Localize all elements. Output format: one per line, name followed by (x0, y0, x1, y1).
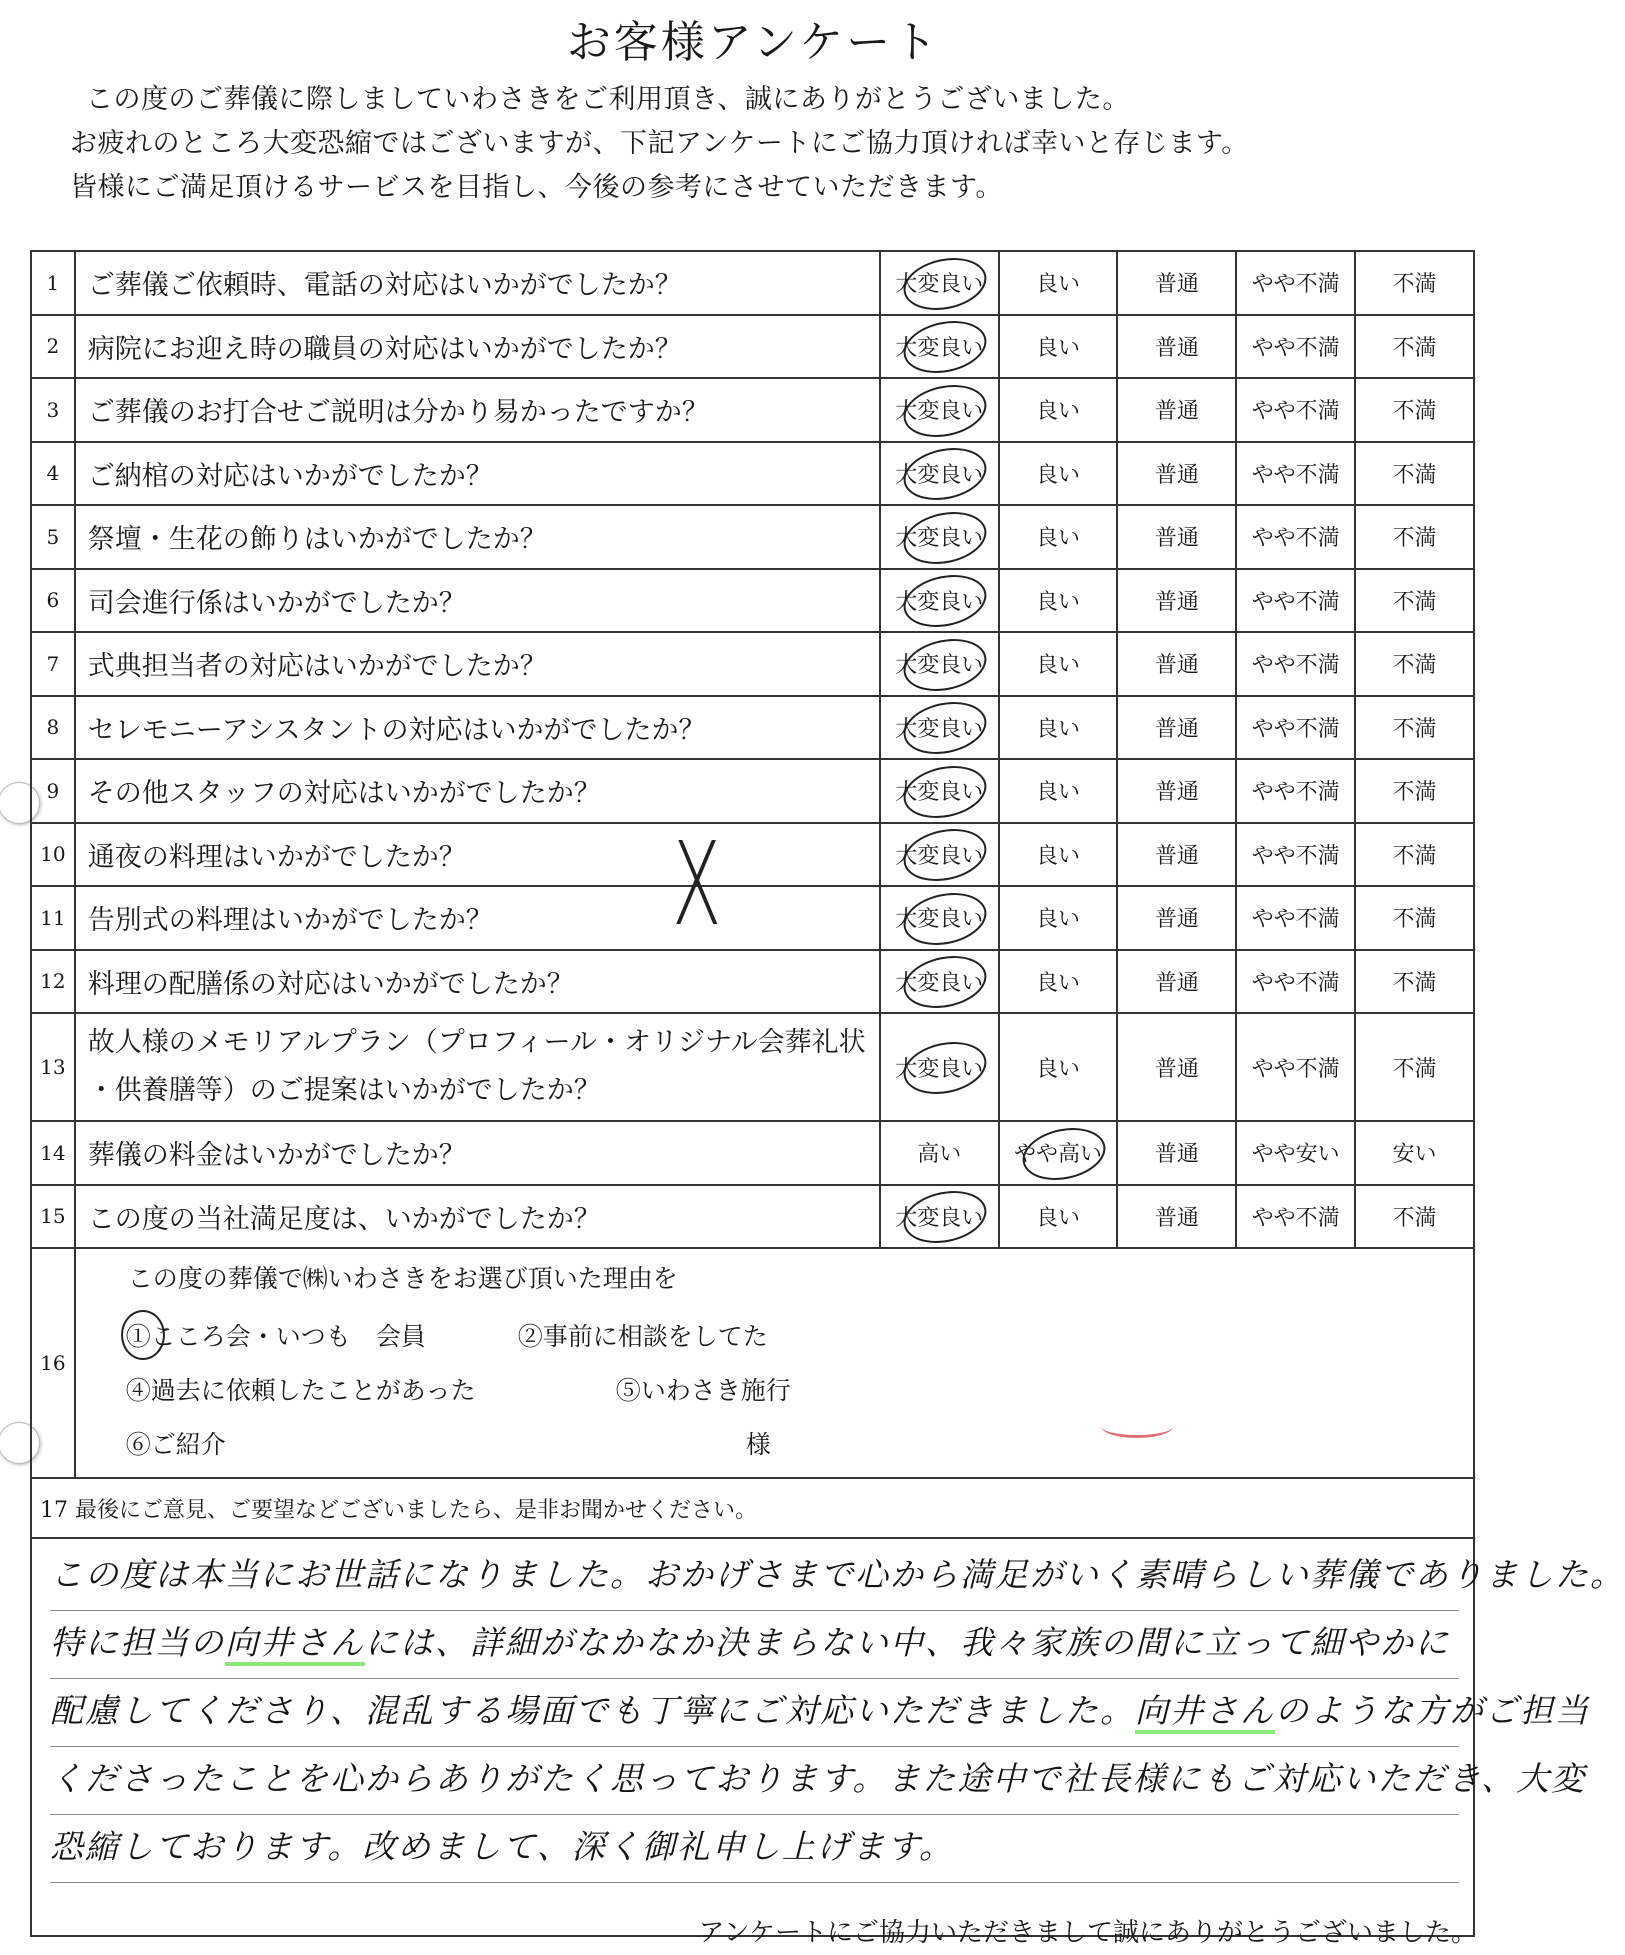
rating-option[interactable] (880, 759, 999, 823)
reason-heading: この度の葬儀で㈱いわさきをお選び頂いた理由を (127, 1264, 678, 1293)
rating-option[interactable] (999, 759, 1118, 823)
rating-label: 不満 (1392, 1056, 1437, 1082)
question-row (31, 950, 1474, 1014)
rating-option[interactable] (1117, 1185, 1236, 1249)
rating-option[interactable] (880, 632, 999, 696)
rating-option[interactable] (880, 442, 999, 506)
rating-option[interactable] (1355, 251, 1474, 315)
rating-option[interactable] (1355, 1013, 1474, 1121)
rating-option[interactable] (880, 569, 999, 633)
question-number: 15 (31, 1185, 75, 1249)
reason-suffix: 様 (745, 1430, 771, 1459)
rating-label: 不満 (1392, 272, 1437, 298)
question-row (31, 632, 1474, 696)
question-number: 8 (31, 696, 75, 760)
rating-option[interactable] (880, 1121, 999, 1185)
question-row (31, 886, 1474, 950)
rating-option[interactable] (999, 251, 1118, 315)
rating-label: 普通 (1154, 1056, 1199, 1082)
question-number: 4 (31, 442, 75, 506)
rating-option[interactable] (1117, 823, 1236, 887)
survey-table (30, 250, 1625, 1937)
rating-option[interactable] (1236, 442, 1355, 506)
rating-label: 不満 (1392, 526, 1437, 552)
rating-label: 普通 (1154, 399, 1199, 425)
rating-option[interactable] (1236, 759, 1355, 823)
rating-label: やや不満 (1251, 907, 1340, 933)
rating-option[interactable] (1117, 1013, 1236, 1121)
rating-option[interactable] (1355, 1121, 1474, 1185)
question-number: 12 (31, 950, 75, 1014)
rating-option[interactable] (1355, 505, 1474, 569)
rating-label: 良い (1036, 970, 1081, 996)
question-text-line: ・供養膳等）のご提案はいかがでしたか？ (87, 1075, 601, 1106)
rating-label: やや不満 (1251, 1056, 1340, 1082)
final-question: 17 最後にご意見、ご要望などございましたら、是非お聞かせください。 (31, 1478, 1474, 1538)
rating-option[interactable] (999, 378, 1118, 442)
rating-option[interactable] (1117, 1121, 1236, 1185)
rating-option[interactable] (1236, 1121, 1355, 1185)
rating-option[interactable] (1236, 569, 1355, 633)
rating-option[interactable] (1117, 759, 1236, 823)
rating-label: 良い (1036, 589, 1081, 615)
rating-label: 不満 (1392, 843, 1437, 869)
highlighted-name: 向井さん (225, 1623, 365, 1666)
rating-option[interactable] (1355, 1185, 1474, 1249)
rating-option[interactable] (1355, 378, 1474, 442)
rating-label: 普通 (1154, 335, 1199, 361)
rating-label: 普通 (1154, 1142, 1199, 1168)
rating-label: 大変良い (895, 589, 984, 615)
rating-label: やや不満 (1251, 843, 1340, 869)
question-number: 7 (31, 632, 75, 696)
rating-option[interactable] (999, 886, 1118, 950)
comment-area[interactable] (31, 1538, 1625, 1936)
question-number: 5 (31, 505, 75, 569)
rating-label: 大変良い (895, 653, 984, 679)
question-number: 10 (31, 823, 75, 887)
rating-label: 大変良い (895, 1205, 984, 1231)
rating-option[interactable] (880, 886, 999, 950)
rating-label: やや不満 (1251, 780, 1340, 806)
rating-label: 良い (1036, 716, 1081, 742)
rating-option[interactable] (999, 505, 1118, 569)
question-number: 14 (31, 1121, 75, 1185)
rating-label: 普通 (1154, 653, 1199, 679)
question-row (31, 569, 1474, 633)
rating-label: 良い (1036, 335, 1081, 361)
rating-label: 普通 (1154, 780, 1199, 806)
rating-option[interactable] (1117, 886, 1236, 950)
cross-mark: X (672, 816, 722, 952)
reason-option[interactable]: ⑤いわさき施行 (615, 1376, 791, 1405)
rating-option[interactable] (999, 442, 1118, 506)
rating-label: 不満 (1392, 653, 1437, 679)
question-row (31, 442, 1474, 506)
rating-label: 大変良い (895, 716, 984, 742)
question-text: その他スタッフの対応はいかがでしたか？ (75, 759, 880, 823)
rating-label: やや安い (1251, 1142, 1340, 1168)
rating-option[interactable] (999, 632, 1118, 696)
rating-label: 普通 (1154, 1205, 1199, 1231)
reason-option[interactable]: ⑥ご紹介 (125, 1430, 226, 1459)
rating-label: 普通 (1154, 462, 1199, 488)
reason-option[interactable]: ④過去に依頼したことがあった (125, 1376, 476, 1405)
rating-option[interactable] (1236, 1013, 1355, 1121)
question-text: 式典担当者の対応はいかがでしたか？ (75, 632, 880, 696)
red-pen-mark (1101, 1415, 1173, 1438)
rating-label: 大変良い (895, 970, 984, 996)
question-row (31, 696, 1474, 760)
question-number: 1 (31, 251, 75, 315)
handwritten-comment-line: 恐縮しております。改めまして、深く御礼申し上げます。 (50, 1815, 1459, 1883)
question-number: 13 (31, 1013, 75, 1121)
rating-option[interactable] (999, 1185, 1118, 1249)
rating-label: 不満 (1392, 780, 1437, 806)
rating-option[interactable] (1117, 442, 1236, 506)
question-row (31, 1185, 1474, 1249)
question-number: 2 (31, 315, 75, 379)
rating-option[interactable] (1236, 315, 1355, 379)
rating-label: 不満 (1392, 716, 1437, 742)
question-text: 病院にお迎え時の職員の対応はいかがでしたか？ (75, 315, 880, 379)
rating-label: 大変良い (895, 335, 984, 361)
rating-option[interactable] (880, 505, 999, 569)
rating-option[interactable] (999, 950, 1118, 1014)
rating-option[interactable] (1236, 378, 1355, 442)
rating-option[interactable] (880, 950, 999, 1014)
rating-option[interactable] (999, 823, 1118, 887)
rating-option[interactable] (1236, 823, 1355, 887)
rating-option[interactable] (1236, 696, 1355, 760)
rating-option[interactable] (1117, 378, 1236, 442)
rating-option[interactable] (999, 1121, 1118, 1185)
rating-option[interactable] (1236, 632, 1355, 696)
question-text-line: 故人様のメモリアルプラン（プロフィール・オリジナル会葬礼状 (87, 1027, 866, 1058)
rating-label: 大変良い (895, 907, 984, 933)
handwritten-comment-line: くださったことを心からありがたく思っております。また途中で社長様にもご対応いただき、大変 (50, 1747, 1459, 1815)
rating-label: やや不満 (1251, 589, 1340, 615)
rating-option[interactable] (1355, 442, 1474, 506)
rating-label: やや不満 (1251, 462, 1340, 488)
rating-label: やや不満 (1251, 272, 1340, 298)
rating-label: やや不満 (1251, 716, 1340, 742)
handwritten-comment-line: 配慮してくださり、混乱する場面でも丁寧にご対応いただきました。向井さんのような方がご担当 (50, 1679, 1459, 1747)
rating-label: やや不満 (1251, 1205, 1340, 1231)
intro-text (70, 78, 1249, 210)
rating-option[interactable] (1236, 251, 1355, 315)
rating-option[interactable] (999, 569, 1118, 633)
rating-label: やや不満 (1251, 399, 1340, 425)
rating-label: 大変良い (895, 272, 984, 298)
question-row (31, 315, 1474, 379)
question-row (31, 378, 1474, 442)
question-text: この度の当社満足度は、いかがでしたか？ (75, 1185, 880, 1249)
question-number: 11 (31, 886, 75, 950)
intro-line: お疲れのところ大変恐縮ではございますが、下記アンケートにご協力頂ければ幸いと存じます。 (70, 128, 1249, 159)
rating-label: 高い (917, 1142, 962, 1168)
question-text: 料理の配膳係の対応はいかがでしたか？ (75, 950, 880, 1014)
rating-label: 良い (1036, 907, 1081, 933)
reason-option[interactable]: ①こころ会・いつも 会員 (125, 1322, 426, 1351)
rating-option[interactable] (1236, 886, 1355, 950)
reason-section (75, 1248, 1474, 1478)
rating-label: 良い (1036, 272, 1081, 298)
handwritten-comment-line: この度は本当にお世話になりました。おかげさまで心から満足がいく素晴らしい葬儀でありました。 (50, 1543, 1459, 1611)
rating-label: 大変良い (895, 399, 984, 425)
question-row (31, 823, 1474, 887)
rating-label: 良い (1036, 653, 1081, 679)
rating-option[interactable] (1117, 632, 1236, 696)
rating-label: 普通 (1154, 272, 1199, 298)
question-number: 16 (31, 1248, 75, 1478)
question-text: 祭壇・生花の飾りはいかがでしたか？ (75, 505, 880, 569)
rating-label: 大変良い (895, 843, 984, 869)
rating-label: 大変良い (895, 526, 984, 552)
rating-option[interactable] (1117, 696, 1236, 760)
intro-line: この度のご葬儀に際しましていわさきをご利用頂き、誠にありがとうございました。 (86, 84, 1130, 115)
rating-label: 大変良い (895, 780, 984, 806)
rating-label: やや不満 (1251, 335, 1340, 361)
rating-option[interactable] (1117, 569, 1236, 633)
question-row (31, 1121, 1474, 1185)
rating-label: 良い (1036, 399, 1081, 425)
rating-label: 不満 (1392, 335, 1437, 361)
reason-option[interactable]: ②事前に相談をしてた (517, 1322, 768, 1351)
rating-label: 良い (1036, 462, 1081, 488)
rating-option[interactable] (880, 696, 999, 760)
rating-label: 安い (1392, 1142, 1437, 1168)
rating-label: 良い (1036, 526, 1081, 552)
rating-label: 不満 (1392, 589, 1437, 615)
rating-label: 普通 (1154, 907, 1199, 933)
rating-label: やや不満 (1251, 526, 1340, 552)
question-row (31, 505, 1474, 569)
rating-option[interactable] (1236, 505, 1355, 569)
rating-option[interactable] (1355, 886, 1474, 950)
question-text: 通夜の料理はいかがでしたか？ (75, 823, 880, 887)
handwritten-comment-line: 特に担当の向井さんには、詳細がなかなか決まらない中、我々家族の間に立って細やかに (50, 1611, 1459, 1679)
question-row (31, 251, 1474, 315)
question-text: セレモニーアシスタントの対応はいかがでしたか？ (75, 696, 880, 760)
rating-label: 不満 (1392, 399, 1437, 425)
rating-label: 普通 (1154, 970, 1199, 996)
rating-option[interactable] (1355, 759, 1474, 823)
rating-option[interactable] (999, 696, 1118, 760)
rating-option[interactable] (1355, 569, 1474, 633)
rating-option[interactable] (1117, 251, 1236, 315)
rating-label: やや不満 (1251, 970, 1340, 996)
rating-option[interactable] (880, 315, 999, 379)
rating-option[interactable] (1355, 696, 1474, 760)
question-text: 司会進行係はいかがでしたか？ (75, 569, 880, 633)
highlighted-name: 向井さん (1135, 1691, 1275, 1734)
rating-label: 大変良い (895, 1056, 984, 1082)
rating-option[interactable] (1355, 632, 1474, 696)
rating-label: 不満 (1392, 1205, 1437, 1231)
rating-option[interactable] (999, 1013, 1118, 1121)
rating-option[interactable] (880, 823, 999, 887)
rating-label: 大変良い (895, 462, 984, 488)
rating-option[interactable] (880, 251, 999, 315)
rating-label: 良い (1036, 1056, 1081, 1082)
question-text: ご納棺の対応はいかがでしたか？ (75, 442, 880, 506)
question-text: 告別式の料理はいかがでしたか？ (75, 886, 880, 950)
rating-option[interactable] (1355, 823, 1474, 887)
question-row (31, 759, 1474, 823)
page-title: お客様アンケート (566, 17, 941, 68)
question-number: 6 (31, 569, 75, 633)
rating-option[interactable] (1355, 950, 1474, 1014)
rating-option[interactable] (880, 378, 999, 442)
rating-option[interactable] (1236, 1185, 1355, 1249)
question-row (31, 1013, 1474, 1121)
intro-line: 皆様にご満足頂けるサービスを目指し、今後の参考にさせていただきます。 (70, 172, 1003, 203)
question-text: ご葬儀ご依頼時、電話の対応はいかがでしたか？ (75, 251, 880, 315)
rating-option[interactable] (880, 1013, 999, 1121)
rating-label: 良い (1036, 780, 1081, 806)
question-number: 3 (31, 378, 75, 442)
rating-option[interactable] (999, 315, 1118, 379)
rating-label: 普通 (1154, 526, 1199, 552)
rating-option[interactable] (1117, 315, 1236, 379)
rating-option[interactable] (1117, 950, 1236, 1014)
rating-label: 良い (1036, 843, 1081, 869)
rating-label: 不満 (1392, 970, 1437, 996)
question-number: 9 (31, 759, 75, 823)
question-text: 葬儀の料金はいかがでしたか？ (75, 1121, 880, 1185)
rating-option[interactable] (1117, 505, 1236, 569)
question-text: ご葬儀のお打合せご説明は分かり易かったですか？ (75, 378, 880, 442)
rating-label: 不満 (1392, 462, 1437, 488)
rating-label: やや不満 (1251, 653, 1340, 679)
rating-option[interactable] (1355, 315, 1474, 379)
rating-label: 不満 (1392, 907, 1437, 933)
rating-label: 良い (1036, 1205, 1081, 1231)
rating-label: やや高い (1014, 1142, 1103, 1168)
question-text (75, 1013, 880, 1121)
rating-label: 普通 (1154, 716, 1199, 742)
rating-option[interactable] (880, 1185, 999, 1249)
rating-label: 普通 (1154, 843, 1199, 869)
rating-option[interactable] (1236, 950, 1355, 1014)
rating-label: 普通 (1154, 589, 1199, 615)
footer-thanks: アンケートにご協力いただきまして誠にありがとうございました。 (698, 1918, 1477, 1948)
